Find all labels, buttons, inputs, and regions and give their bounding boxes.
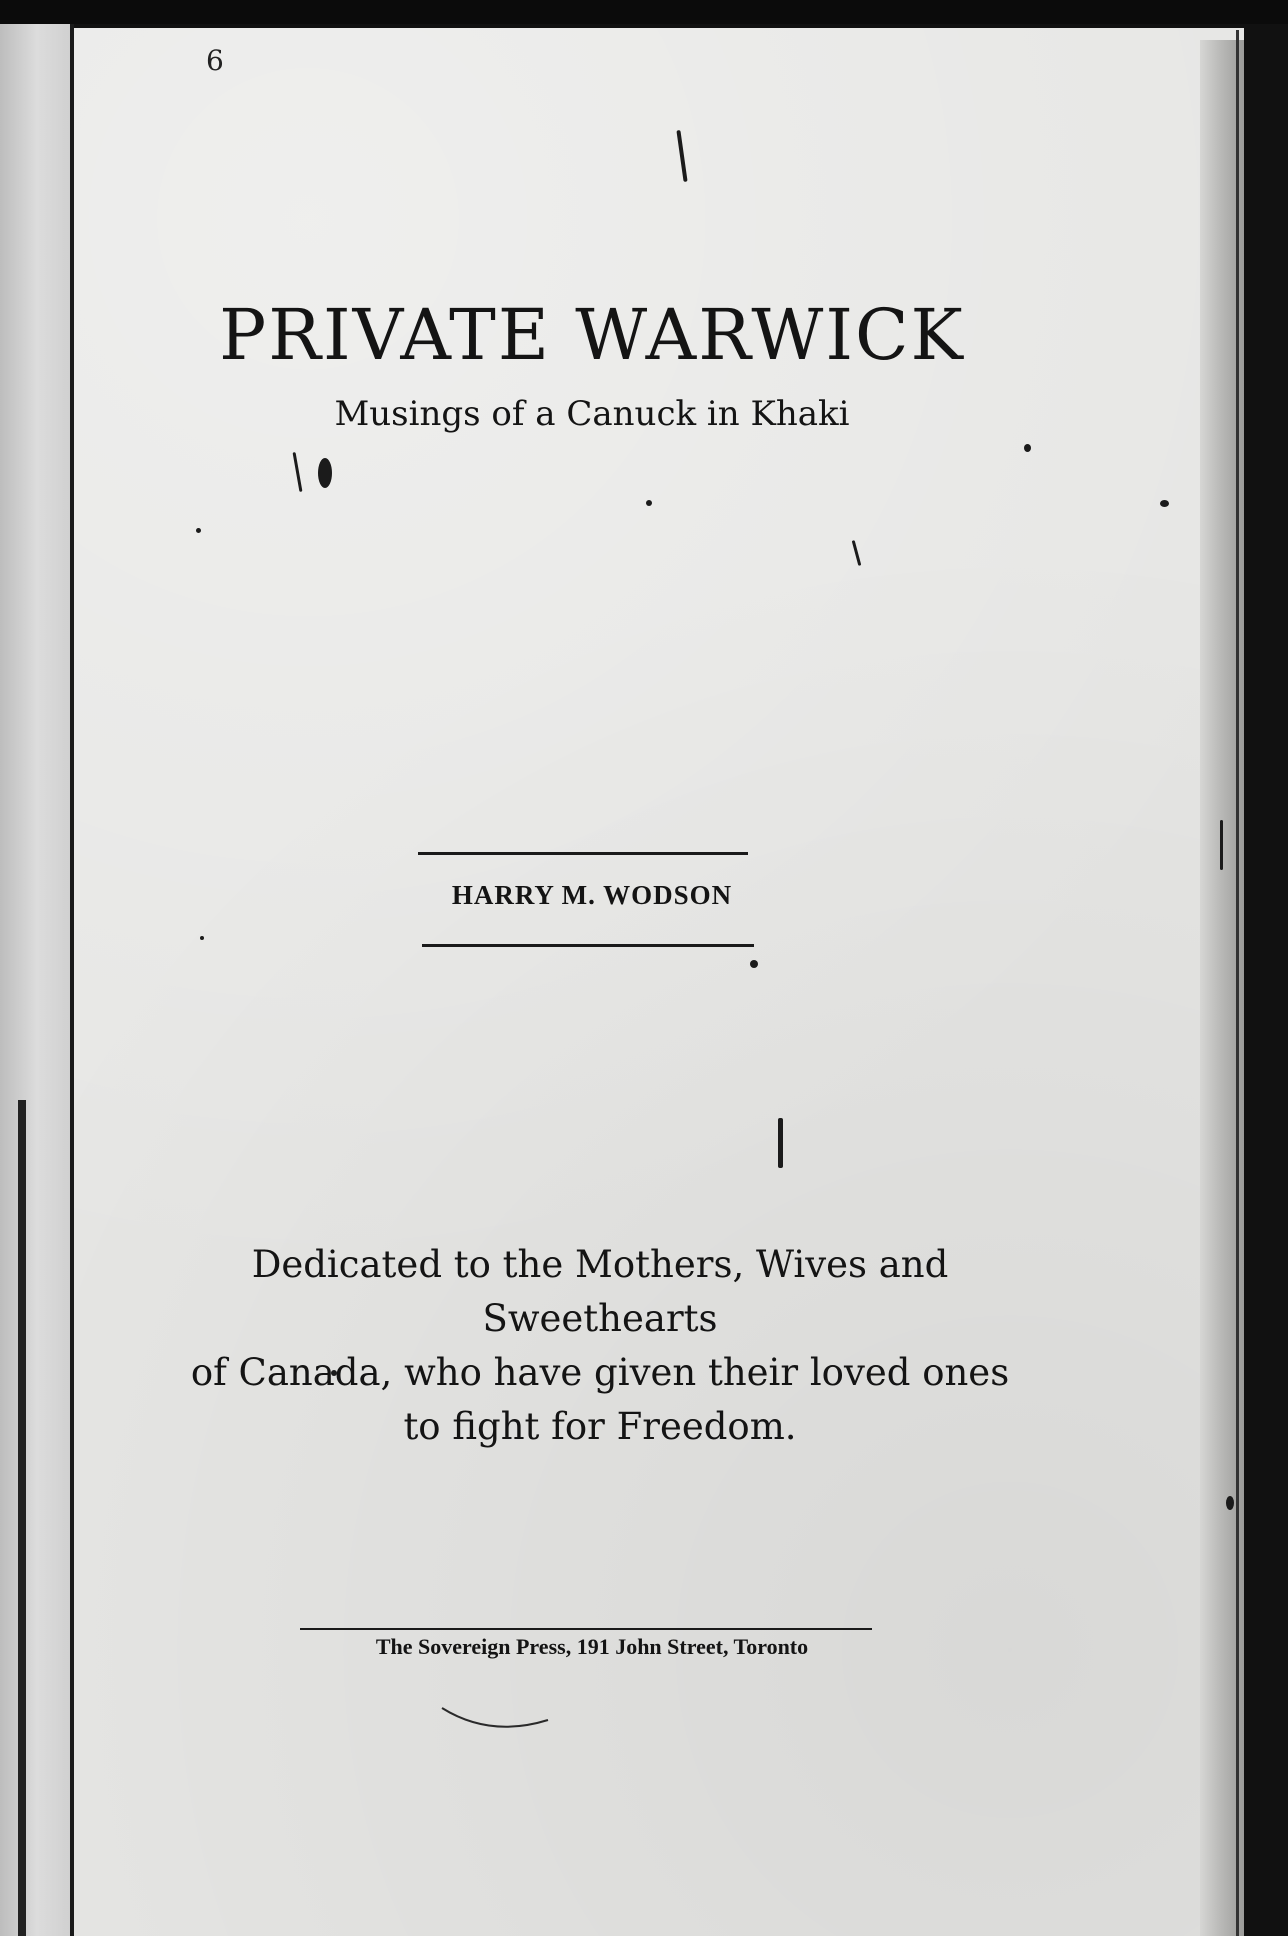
scan-scratch	[440, 1700, 560, 1740]
publisher-imprint: The Sovereign Press, 191 John Street, Toronto	[375, 1634, 809, 1659]
scan-blemish	[778, 1118, 783, 1168]
scan-speck	[1024, 444, 1031, 452]
dedication-line: Dedicated to the Mothers, Wives and Sweethearts	[251, 1243, 949, 1340]
scan-speck	[1160, 500, 1169, 507]
dedication-line: to fight for Freedom.	[403, 1405, 797, 1448]
binding-shadow	[18, 1100, 26, 1936]
rule-above-publisher	[300, 1628, 872, 1630]
rule-below-author	[422, 944, 754, 947]
scan-speck	[750, 960, 758, 968]
dedication	[140, 1238, 1060, 1454]
rule-above-author	[418, 852, 748, 855]
dedication-line: of Canada, who have given their loved ones	[190, 1351, 1010, 1394]
scan-blemish	[1220, 820, 1223, 870]
scan-speck	[196, 528, 201, 533]
ink-blot	[318, 458, 332, 488]
facing-page-edge	[0, 20, 74, 1936]
scan-speck	[1226, 1496, 1234, 1510]
book-subtitle: Musings of a Canuck in Khaki	[334, 394, 850, 434]
author-name: HARRY M. WODSON	[451, 880, 733, 910]
page-number: 6	[206, 44, 224, 77]
book-title: PRIVATE WARWICK	[219, 294, 965, 376]
scan-top-margin	[0, 0, 1288, 24]
scan-speck	[646, 500, 652, 506]
scan-speck	[200, 936, 204, 940]
page-border-right	[1236, 30, 1239, 1936]
